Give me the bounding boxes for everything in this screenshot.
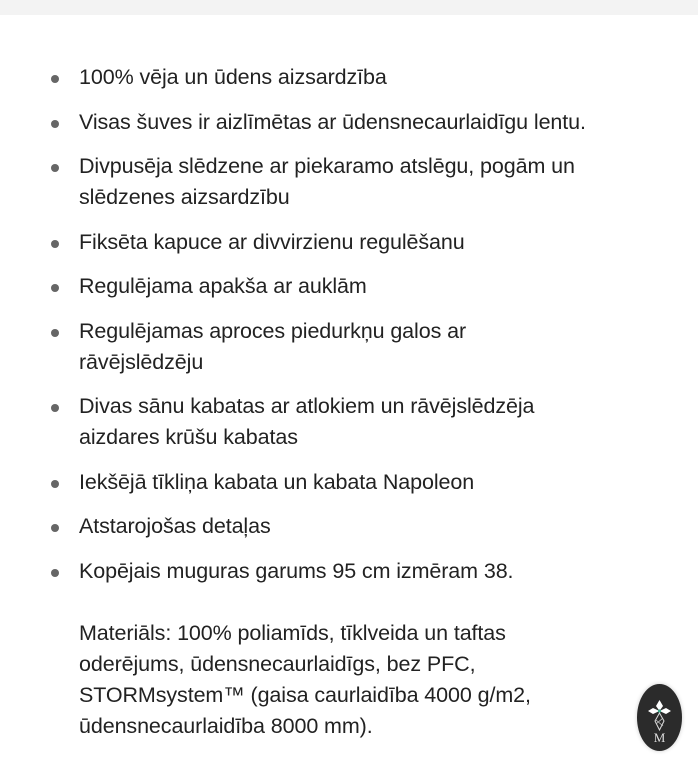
list-item [0, 556, 698, 587]
list-item [0, 316, 698, 378]
materials-line: ūdensnecaurlaidība 8000 mm). [79, 714, 373, 738]
bullet-icon [51, 120, 59, 128]
top-bar [0, 0, 698, 15]
bullet-icon [51, 329, 59, 337]
list-item-text: 100% vēja un ūdens aizsardzība [79, 65, 387, 89]
list-item-text: Iekšējā tīkliņa kabata un kabata Napoleon [79, 469, 475, 494]
bullet-icon [51, 480, 59, 488]
logo-letter: M [653, 730, 666, 745]
bullet-icon [51, 284, 59, 292]
list-item-text: aizdares krūšu kabatas [79, 425, 298, 449]
materials-line: Materiāls: 100% poliamīds, tīklveida un taftas [79, 621, 506, 645]
list-item [0, 227, 698, 258]
bullet-icon [51, 404, 59, 412]
list-item-text: Fiksēta kapuce ar divvirzienu regulēšanu [79, 229, 465, 254]
list-item [0, 391, 698, 453]
brand-logo-icon [637, 684, 682, 751]
materials-paragraph [79, 618, 531, 742]
list-item-text: Divpusēja slēdzene ar piekaramo atslēgu, pogām un [79, 154, 575, 178]
list-item [0, 511, 698, 542]
list-item [0, 107, 698, 138]
list-item [0, 62, 698, 93]
bullet-icon [51, 75, 59, 83]
list-item-text: Divas sānu kabatas ar atlokiem un rāvējslēdzēja [79, 394, 535, 418]
bullet-icon [51, 524, 59, 532]
list-item-text: slēdzenes aizsardzību [79, 185, 290, 209]
brand-logo-button[interactable] [637, 684, 682, 751]
list-item-text: Visas šuves ir aizlīmētas ar ūdensnecaurlaidīgu lentu. [79, 109, 586, 134]
bullet-icon [51, 164, 59, 172]
list-item-text: Regulējama apakša ar auklām [79, 274, 367, 298]
list-item [0, 151, 698, 213]
materials-line: oderējums, ūdensnecaurlaidīgs, bez PFC, [79, 652, 476, 676]
list-item [0, 271, 698, 302]
materials-line: STORMsystem™ (gaisa caurlaidība 4000 g/m2, [79, 683, 531, 707]
list-item-text: Kopējais muguras garums 95 cm izmēram 38. [79, 558, 514, 583]
list-item-text: rāvējslēdzēju [79, 349, 204, 374]
list-item-text: Regulējamas aproces piedurkņu galos ar [79, 318, 467, 343]
feature-list [0, 62, 698, 600]
list-item-text: Atstarojošas detaļas [79, 514, 271, 538]
bullet-icon [51, 569, 59, 577]
list-item [0, 467, 698, 498]
bullet-icon [51, 240, 59, 248]
